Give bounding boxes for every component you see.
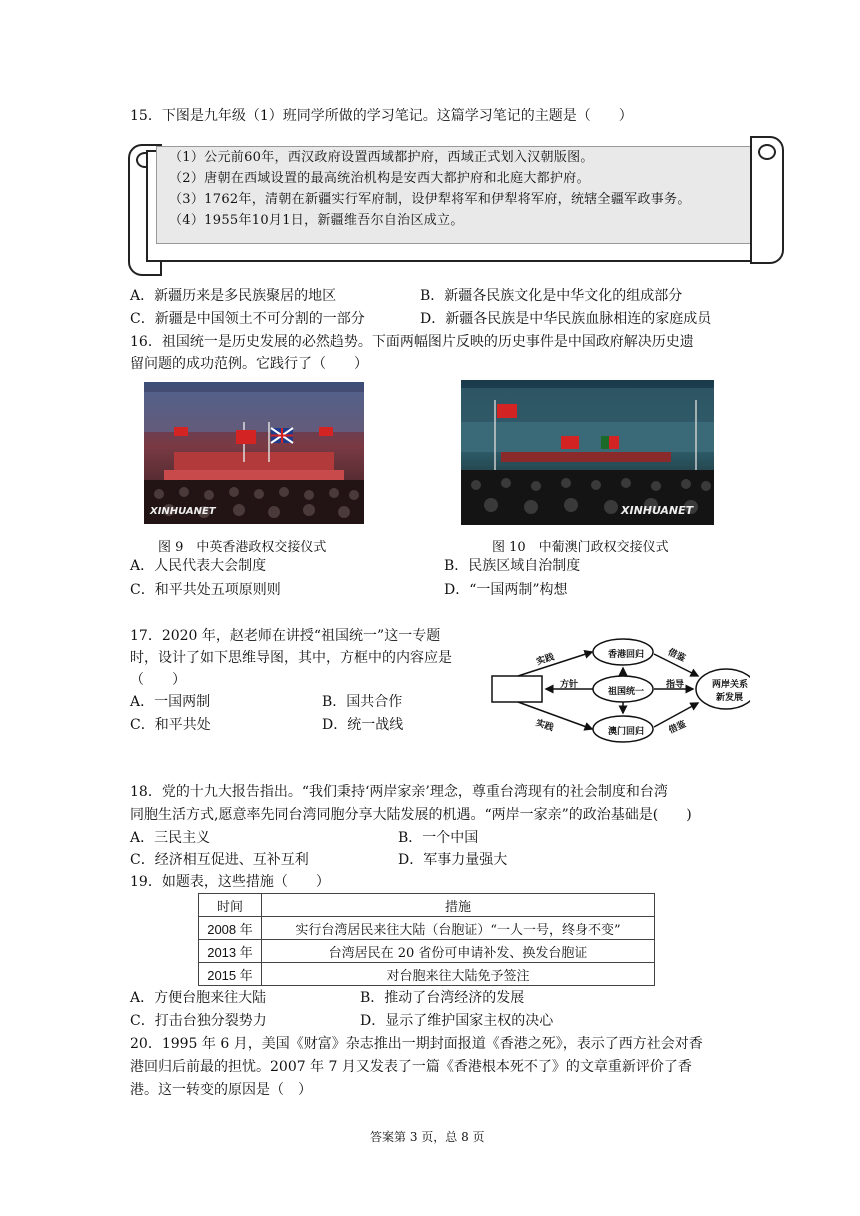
table-cell-measure: 实行台湾居民来往大陆（台胞证）“一人一号，终身不变” bbox=[262, 917, 655, 940]
reunification-mind-map bbox=[490, 632, 750, 748]
table-cell-year: 2013 年 bbox=[199, 940, 262, 963]
q20-stem-line-1: 20．1995 年 6 月，美国《财富》杂志推出一期封面报道《香港之死》，表示了西方社会对香 bbox=[130, 1036, 703, 1052]
note-line-1: （1）公元前60年，西汉政府设置西域都护府，西域正式划入汉朝版图。 bbox=[169, 150, 594, 165]
table-row bbox=[199, 963, 655, 986]
figure-10-caption: 图 10 中葡澳门政权交接仪式 bbox=[492, 540, 669, 555]
table-cell-measure: 对台胞来往大陆免予签注 bbox=[262, 963, 655, 986]
q15-option-c[interactable]: C．新疆是中国领土不可分割的一部分 bbox=[130, 311, 365, 327]
measures-table bbox=[198, 893, 655, 986]
hongkong-handover-photo bbox=[144, 382, 364, 524]
label-policy: 方针 bbox=[560, 680, 579, 690]
q17-option-c[interactable]: C．和平共处 bbox=[130, 717, 211, 733]
q17-stem-line-3: （ ） bbox=[130, 672, 186, 688]
study-note-scroll bbox=[128, 136, 784, 272]
q16-option-d[interactable]: D．“一国两制”构想 bbox=[444, 582, 568, 598]
macau-handover-photo bbox=[461, 380, 714, 525]
q16-option-a[interactable]: A．人民代表大会制度 bbox=[130, 558, 267, 574]
table-header-measure: 措施 bbox=[262, 894, 655, 917]
q17-option-b[interactable]: B．国共合作 bbox=[322, 694, 403, 710]
q19-option-a[interactable]: A．方便台胞来往大陆 bbox=[130, 990, 267, 1006]
q20-stem-line-2: 港回归后前最的担忧。2007 年 7 月又发表了一篇《香港根本死不了》的文章重新评价了香 bbox=[130, 1059, 692, 1075]
node-macau: 澳门回归 bbox=[608, 727, 645, 737]
figure-9-caption: 图 9 中英香港政权交接仪式 bbox=[158, 540, 327, 555]
table-header-time: 时间 bbox=[199, 894, 262, 917]
label-reference-top: 借鉴 bbox=[666, 647, 687, 665]
q18-option-d[interactable]: D．军事力量强大 bbox=[398, 852, 508, 868]
label-practice-top: 实践 bbox=[535, 652, 556, 668]
q18-option-b[interactable]: B．一个中国 bbox=[398, 830, 479, 846]
table-row bbox=[199, 917, 655, 940]
q15-option-a[interactable]: A．新疆历来是多民族聚居的地区 bbox=[130, 288, 337, 304]
q15-stem: 15．下图是九年级（1）班同学所做的学习笔记。这篇学习笔记的主题是（ ） bbox=[130, 108, 633, 124]
q17-stem-line-2: 时，设计了如下思维导图，其中，方框中的内容应是 bbox=[130, 650, 452, 666]
q16-stem-line-1: 16．祖国统一是历史发展的必然趋势。下面两幅图片反映的历史事件是中国政府解决历史遗 bbox=[130, 334, 694, 350]
q18-option-a[interactable]: A．三民主义 bbox=[130, 830, 211, 846]
node-center: 祖国统一 bbox=[608, 687, 645, 697]
q19-option-c[interactable]: C．打击台独分裂势力 bbox=[130, 1013, 267, 1029]
q18-stem-line-2: 同胞生活方式,愿意率先同台湾同胞分享大陆发展的机遇。“两岸一家亲”的政治基础是( ) bbox=[130, 807, 692, 823]
q19-stem: 19．如题表，这些措施（ ） bbox=[130, 874, 330, 890]
table-row bbox=[199, 940, 655, 963]
answer-blank-box bbox=[492, 676, 542, 702]
node-cross-strait-1: 两岸关系 bbox=[712, 680, 749, 690]
xinhuanet-watermark: XINHUANET bbox=[621, 504, 694, 517]
note-line-3: （3）1762年，清朝在新疆实行军府制，设伊犁将军和伊犁将军府，统辖全疆军政事务。 bbox=[169, 192, 691, 207]
q17-option-a[interactable]: A．一国两制 bbox=[130, 694, 211, 710]
q18-stem-line-1: 18．党的十九大报告指出。“我们秉持‘两岸家亲’理念，尊重台湾现有的社会制度和台湾 bbox=[130, 784, 668, 800]
q18-option-c[interactable]: C．经济相互促进、互补互利 bbox=[130, 852, 309, 868]
q19-option-d[interactable]: D．显示了维护国家主权的决心 bbox=[360, 1013, 554, 1029]
q17-option-d[interactable]: D．统一战线 bbox=[322, 717, 404, 733]
label-guide: 指导 bbox=[666, 680, 685, 690]
q16-option-c[interactable]: C．和平共处五项原则则 bbox=[130, 582, 281, 598]
label-reference-bottom: 借鉴 bbox=[667, 719, 688, 737]
q16-stem-line-2: 留问题的成功范例。它践行了（ ） bbox=[130, 356, 368, 372]
q17-stem-line-1: 17．2020 年，赵老师在讲授“祖国统一”这一专题 bbox=[130, 628, 441, 644]
q15-option-b[interactable]: B．新疆各民族文化是中华文化的组成部分 bbox=[420, 288, 683, 304]
q16-option-b[interactable]: B．民族区域自治制度 bbox=[444, 558, 581, 574]
label-practice-bottom: 实践 bbox=[534, 718, 555, 734]
table-cell-measure: 台湾居民在 20 省份可申请补发、换发台胞证 bbox=[262, 940, 655, 963]
table-header-row bbox=[199, 894, 655, 917]
page-footer: 答案第 3 页，总 8 页 bbox=[370, 1130, 485, 1144]
table-cell-year: 2008 年 bbox=[199, 917, 262, 940]
note-panel bbox=[156, 146, 766, 244]
q19-option-b[interactable]: B．推动了台湾经济的发展 bbox=[360, 990, 525, 1006]
q15-option-d[interactable]: D．新疆各民族是中华民族血脉相连的家庭成员 bbox=[420, 311, 712, 327]
table-cell-year: 2015 年 bbox=[199, 963, 262, 986]
scroll-roll-right bbox=[750, 136, 784, 264]
node-cross-strait-2: 新发展 bbox=[716, 693, 744, 703]
q20-stem-line-3: 港。这一转变的原因是（ ） bbox=[130, 1082, 312, 1098]
xinhuanet-watermark: XINHUANET bbox=[150, 506, 216, 517]
node-hongkong: 香港回归 bbox=[608, 650, 645, 660]
note-line-4: （4）1955年10月1日，新疆维吾尔自治区成立。 bbox=[169, 213, 464, 228]
note-line-2: （2）唐朝在西域设置的最高统治机构是安西大都护府和北庭大都护府。 bbox=[169, 171, 590, 186]
